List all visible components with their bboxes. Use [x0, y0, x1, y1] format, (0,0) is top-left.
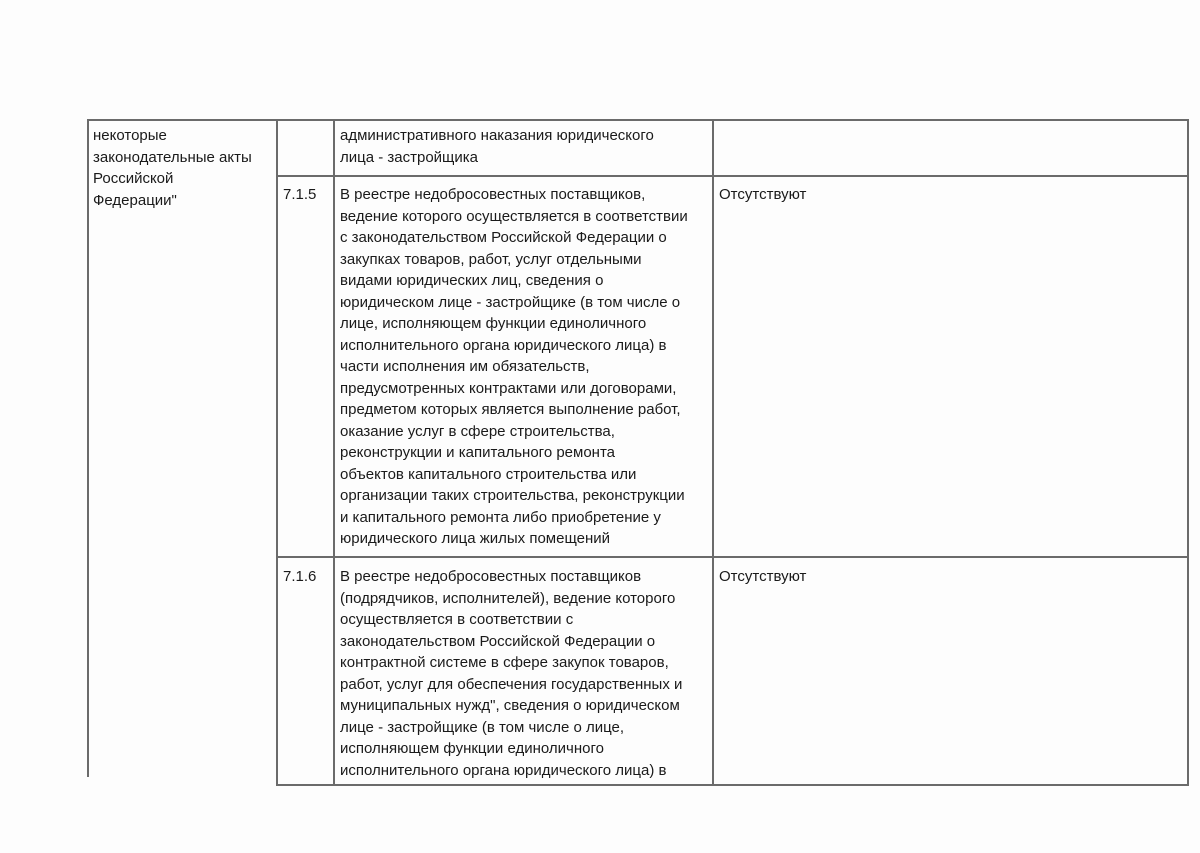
text-line: и капитального ремонта либо приобретение у [340, 508, 661, 526]
text-line: лице, исполняющем функции единоличного [340, 315, 647, 332]
table-border-top [87, 119, 1189, 121]
row-number-7-1-6: 7.1.6 [283, 568, 317, 585]
text-line: предметом которых является выполнение работ, [340, 401, 681, 418]
text-line: организации таких строительства, реконструкции [340, 487, 685, 504]
continuation-text-cell [340, 125, 654, 168]
text-line: юридического лица жилых помещений [340, 530, 611, 547]
text-line: В реестре недобросовестных поставщиков, [340, 186, 646, 203]
text-line: контрактной системе в сфере закупок товаров, [340, 654, 669, 671]
text-line: оказание услуг в сфере строительства, [340, 422, 615, 440]
row-value-7-1-5: Отсутствуют [719, 186, 807, 203]
row-text-7-1-6 [340, 566, 682, 781]
text-line: (подрядчиков, исполнителей), ведение которого [340, 589, 676, 607]
text-line: реконструкции и капитального ремонта [340, 444, 616, 461]
column-divider-2 [333, 119, 335, 786]
text-line: лице - застройщике (в том числе о лице, [340, 718, 625, 736]
text-line: лица - застройщика [340, 148, 479, 166]
text-line: части исполнения им обязательств, [340, 358, 590, 375]
text-line: законодательные акты [93, 148, 252, 166]
text-line: объектов капитального строительства или [340, 465, 637, 483]
law-name-cell [93, 125, 252, 211]
column-divider-3 [712, 119, 714, 786]
table-border-right [1187, 119, 1189, 786]
text-line: осуществляется в соответствии с [340, 611, 574, 628]
row-divider-1 [276, 175, 1189, 177]
text-line: исполнительного органа юридического лица) в [340, 761, 667, 779]
text-line: некоторые [93, 127, 167, 144]
text-line: юридическом лице - застройщике (в том числе о [340, 293, 681, 311]
row-divider-2 [276, 556, 1189, 558]
text-line: работ, услуг для обеспечения государственных и [340, 675, 683, 693]
text-line: Федерации" [93, 191, 177, 209]
text-line: В реестре недобросовестных поставщиков [340, 568, 642, 585]
text-line: Российской [93, 170, 174, 187]
table-border-left [87, 119, 89, 777]
table-border-bottom [276, 784, 1189, 786]
row-text-7-1-5 [340, 184, 688, 550]
text-line: предусмотренных контрактами или договорами, [340, 379, 677, 397]
text-line: муниципальных нужд", сведения о юридическом [340, 697, 680, 714]
text-line: исполняющем функции единоличного [340, 740, 604, 757]
row-value-7-1-6: Отсутствуют [719, 568, 807, 585]
row-number-7-1-5: 7.1.5 [283, 186, 317, 203]
text-line: с законодательством Российской Федерации о [340, 229, 667, 246]
text-line: закупках товаров, работ, услуг отдельными [340, 250, 642, 268]
text-line: видами юридических лиц, сведения о [340, 272, 604, 289]
column-divider-1 [276, 119, 278, 786]
text-line: законодательством Российской Федерации о [340, 632, 656, 650]
text-line: ведение которого осуществляется в соответствии [340, 207, 688, 225]
text-line: исполнительного органа юридического лица) в [340, 336, 667, 354]
text-line: административного наказания юридического [340, 127, 654, 144]
